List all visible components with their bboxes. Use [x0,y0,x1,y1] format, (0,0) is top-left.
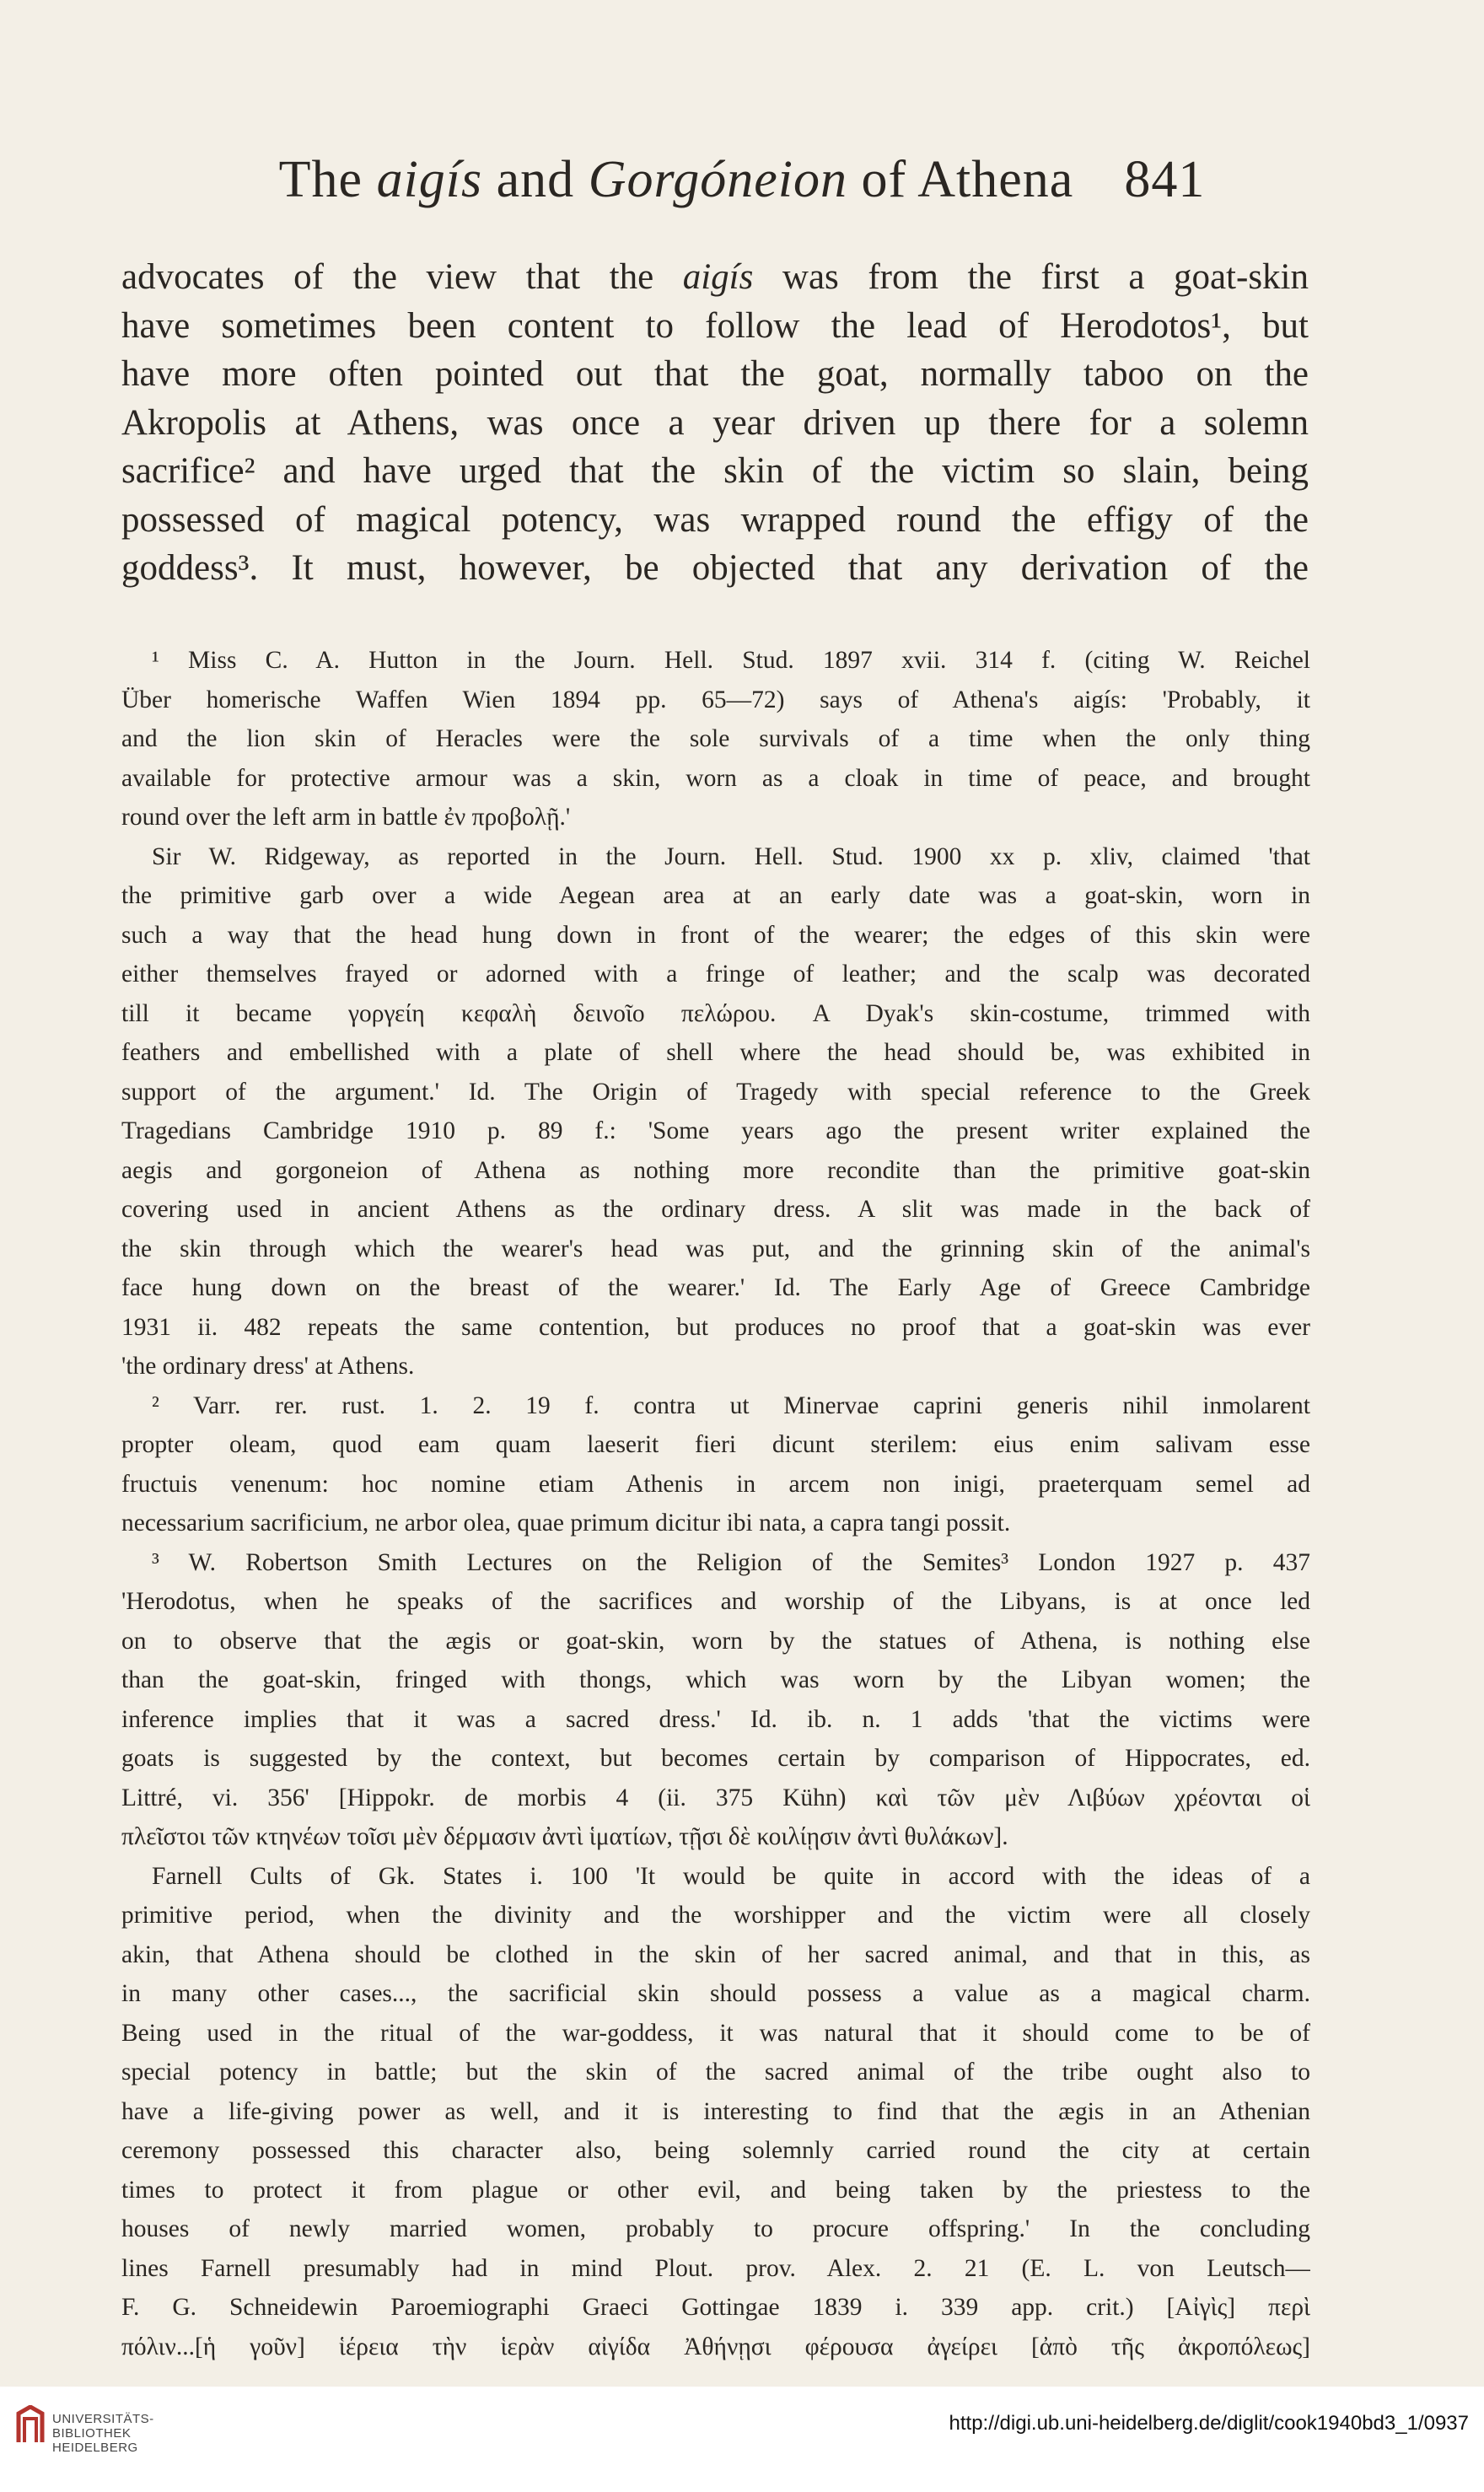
source-url-link[interactable]: http://digi.ub.uni-heidelberg.de/diglit/cook1940bd3_1/0937 [949,2412,1469,2435]
footnote-line: inference implies that it was a sacred dress.' Id. ib. n. 1 adds 'that the victims were [121,1705,1310,1733]
footnote-line: 'the ordinary dress' at Athens. [121,1353,415,1380]
footnote-line: F. G. Schneidewin Paroemiographi Graeci Gottingae 1839 i. 339 app. crit.) [Αἰγὶς] περὶ [121,2294,1310,2321]
footnote-line: the primitive garb over a wide Aegean area at an early date was a goat-skin, worn in [121,882,1310,909]
footnote-line: primitive period, when the divinity and the worshipper and the victim were all closely [121,1902,1310,1929]
institution-name: UNIVERSITÄTS- BIBLIOTHEK HEIDELBERG [52,2412,154,2455]
main-text-line: have sometimes been content to follow the lead of Herodotos¹, but [121,305,1309,346]
footnote-line: aegis and gorgoneion of Athena as nothing more recondite than the primitive goat-skin [121,1156,1310,1184]
main-text [121,253,1309,593]
footnote-line: houses of newly married women, probably to procure offspring.' In the concluding [121,2215,1310,2242]
footnote-line: fructuis venenum: hoc nomine etiam Athenis in arcem non inigi, praeterquam semel ad [121,1470,1310,1498]
footnote-line: available for protective armour was a skin, worn as a cloak in time of peace, and brought [121,764,1310,792]
footnote-line: Sir W. Ridgeway, as reported in the Journ. Hell. Stud. 1900 xx p. xliv, claimed 'that [152,842,1310,870]
footnotes [121,641,1310,2366]
footnote-line: πλεῖστοι τῶν κτηνέων τοῖσι μὲν δέρμασιν ἀντὶ ἱματίων, τῇσι δὲ κοιλίῃσιν ἀντὶ θυλάκων]. [121,1823,1008,1850]
footnote-line: in many other cases..., the sacrificial skin should possess a value as a magical charm. [121,1980,1310,2007]
footnote-line: times to protect it from plague or other evil, and being taken by the priestess to the [121,2176,1310,2204]
main-text-line: sacrifice² and have urged that the skin of the victim so slain, being [121,451,1309,491]
footnote-line: πόλιν...[ἡ γοῦν] ἱέρεια τὴν ἱερὰν αἰγίδα Ἀθήνῃσι φέρουσα ἀγείρει [ἀπὸ τῆς ἀκροπόλεως] [121,2333,1310,2360]
footnote-line: such a way that the head hung down in front of the wearer; the edges of this skin were [121,921,1310,949]
footnote-line: propter oleam, quod eam quam laeserit fieri dicunt sterilem: eius enim salivam esse [121,1431,1310,1458]
footnote-line: ² Varr. rer. rust. 1. 2. 19 f. contra ut Minervae caprini generis nihil inmolarent [152,1391,1310,1419]
footnote-line: on to observe that the ægis or goat-skin, worn by the statues of Athena, is nothing else [121,1627,1310,1655]
footnote-line: Being used in the ritual of the war-goddess, it was natural that it should come to be of [121,2019,1310,2047]
footnote-line: special potency in battle; but the skin of the sacred animal of the tribe ought also to [121,2059,1310,2086]
footnote-line: goats is suggested by the context, but becomes certain by comparison of Hippocrates, ed. [121,1745,1310,1772]
main-text-line: goddess³. It must, however, be objected that any derivation of the [121,548,1309,588]
footnote-line: feathers and embellished with a plate of shell where the head should be, was exhibited in [121,1039,1310,1066]
footnote-line: 1931 ii. 482 repeats the same contention, but produces no proof that a goat-skin was ever [121,1313,1310,1341]
footnote-line: necessarium sacrificium, ne arbor olea, quae primum dicitur ibi nata, a capra tangi possit. [121,1510,1011,1537]
main-text-line: possessed of magical potency, was wrapped round the effigy of the [121,499,1309,540]
running-header [84,150,1400,210]
footnote-line: lines Farnell presumably had in mind Plout. prov. Alex. 2. 21 (E. L. von Leutsch— [121,2254,1310,2282]
footnote-line: Über homerische Waffen Wien 1894 pp. 65—72) says of Athena's aigís: 'Probably, it [121,686,1310,713]
page-number: 841 [1124,151,1206,208]
footnote-line: and the lion skin of Heracles were the sole survivals of a time when the only thing [121,725,1310,752]
main-text-line: have more often pointed out that the goat, normally taboo on the [121,354,1309,394]
footnote-line: ceremony possessed this character also, being solemnly carried round the city at certain [121,2137,1310,2164]
footnote-line: 'Herodotus, when he speaks of the sacrifices and worship of the Libyans, is at once led [121,1588,1310,1615]
main-text-line: Akropolis at Athens, was once a year driven up there for a solemn [121,402,1309,443]
header-title: The aigís and Gorgóneion of Athena [278,151,1074,208]
footnote-line: Littré, vi. 356' [Hippokr. de morbis 4 (ii. 375 Kühn) καὶ τῶν μὲν Λιβύων χρέονται οἱ [121,1784,1310,1811]
footnote-line: ³ W. Robertson Smith Lectures on the Religion of the Semites³ London 1927 p. 437 [152,1548,1310,1576]
footnote-line: have a life-giving power as well, and it is interesting to find that the ægis in an Athenian [121,2097,1310,2125]
footnote-line: covering used in ancient Athens as the ordinary dress. A slit was made in the back of [121,1196,1310,1223]
footnote-line: akin, that Athena should be clothed in the skin of her sacred animal, and that in this, as [121,1940,1310,1968]
footnote-line: till it became γοργείη κεφαλὴ δεινοῖο πελώρου. A Dyak's skin-costume, trimmed with [121,999,1310,1027]
footnote-line: the skin through which the wearer's head was put, and the grinning skin of the animal's [121,1235,1310,1262]
footnote-line: face hung down on the breast of the wearer.' Id. The Early Age of Greece Cambridge [121,1274,1310,1301]
library-footer [0,2387,1484,2492]
footnote-line: Tragedians Cambridge 1910 p. 89 f.: 'Some years ago the present writer explained the [121,1117,1310,1144]
footnote-line: than the goat-skin, fringed with thongs, which was worn by the Libyan women; the [121,1666,1310,1693]
footnote-line: support of the argument.' Id. The Origin of Tragedy with special reference to the Greek [121,1078,1310,1106]
library-logo-icon [15,2405,46,2446]
footnote-line: round over the left arm in battle ἐν προβολῇ.' [121,804,571,831]
footnote-line: Farnell Cults of Gk. States i. 100 'It would be quite in accord with the ideas of a [152,1862,1310,1890]
footnote-line: ¹ Miss C. A. Hutton in the Journ. Hell. Stud. 1897 xvii. 314 f. (citing W. Reichel [152,647,1310,674]
main-text-line: advocates of the view that the aigís was from the first a goat-skin [121,257,1309,297]
footnote-line: either themselves frayed or adorned with a fringe of leather; and the scalp was decorated [121,961,1310,988]
